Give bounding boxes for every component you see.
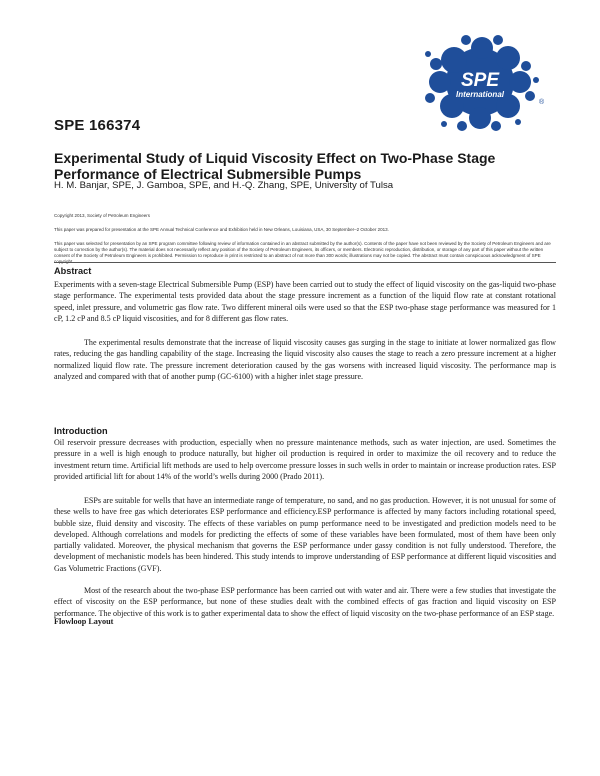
logo-text-spe: SPE (460, 70, 500, 91)
copyright-notice: Copyright 2013, Society of Petroleum Engineers (54, 213, 151, 218)
paper-id: SPE 166374 (54, 117, 141, 134)
presentation-notice: This paper was prepared for presentation at the SPE Annual Technical Conference and Exhibition held in New Orleans, Louisiana, USA, 30 September–2 October 2013. (54, 227, 389, 232)
abstract-heading: Abstract (54, 266, 92, 276)
authors-line: H. M. Banjar, SPE, J. Gamboa, SPE, and H.-Q. Zhang, SPE, University of Tulsa (54, 180, 394, 191)
flowloop-heading: Flowloop Layout (54, 617, 114, 626)
introduction-heading: Introduction (54, 426, 108, 436)
paper-title: Experimental Study of Liquid Viscosity Effect on Two-Phase Stage Performance of Electrical Submersible Pumps (54, 150, 496, 182)
abstract-paragraph-1: Experiments with a seven-stage Electrical Submersible Pump (ESP) have been carried out to study the effect of liquid viscosity on the gas-liquid two-phase stage performance. The experimental tests provided data about the stage pressure increment as a function of the liquid flow rate at constant rotational speed, inlet pressure, and volumetric gas flow rate. Two different mineral oils were used so that the ESP two-phase stage performance was measured for 1 cP, 1.2 cP and 8.5 cP liquid viscosities, and for 8 different gas flow rates. (54, 280, 556, 323)
divider (54, 262, 556, 263)
logo-registered-mark: ® (539, 99, 545, 106)
abstract-paragraph-2: The experimental results demonstrate that the increase of liquid viscosity causes gas surging in the stage to initiate at lower normalized gas flow rates, reducing the gas handling capability of the stage. Increasing the liquid viscosity also causes the stage to reach a zero pressure increment at a higher normalized liquid flow rate. The pressure increment deterioration caused by the gas worsens with increased liquid viscosity. The performance map is analyzed and compared with that of another pump (GC-6100) with a higher inlet stage pressure. (54, 338, 556, 381)
logo-text-international: International (455, 90, 505, 99)
introduction-paragraph-2: ESPs are suitable for wells that have an intermediate range of temperature, no sand, and no gas production. However, it is not unusual for some of these wells to have free gas which deteriorates ESP performance and efficiency.ESP performance is affected by many factors including rotational speed, bubble size, fluid density and viscosity. The effects of these variables on pump performance need to be investigated and prediction models need to be developed. Although correlations and models for predicting the effects of some of these variables have been formulated, most of them have been only partially validated. Moreover, the physical mechanism that governs the ESP performance under gassy condition is not fully understood. Therefore, the development of mechanistic models has been hindered. This study intends to improve understanding of ESP performance at different liquid viscosities and Gas Volumetric Fractions (GVF). (54, 496, 556, 573)
disclaimer-notice: This paper was selected for presentation by an SPE program committee following review of information contained in an abstract submitted by the author(s). Contents of the paper have not been reviewed by the Society of Petroleum Engineers and are subject to correction by the author(s). The material does not necessarily reflect any position of the Society of Petroleum Engineers, its officers, or members. Electronic reproduction, distribution, or storage of any part of this paper without the written consent of the Society of Petroleum Engineers is prohibited. Permission to reproduce in print is restricted to an abstract of not more than 300 words; illustrations may not be copied. The abstract must contain conspicuous acknowledgment of SPE (54, 241, 551, 258)
introduction-paragraph-1: Oil reservoir pressure decreases with production, especially when no pressure maintenance methods, such as water injection, are used. Sometimes the pressure in a well is high enough to produce naturally, but higher oil production is required in order to maximize the oil recovery and to reduce the investment return time. Artificial lift methods are used to help overcome pressure losses in such wells in order to maintain or increase production rates. ESP provided artificial lift for about 14% of the world’s wells during 2000 (Prado 2011). (54, 438, 556, 481)
introduction-paragraph-3: Most of the research about the two-phase ESP performance has been carried out with water and air. There were a few studies that investigate the effect of viscosity on the ESP performance, but none of these studies dealt with the combined effects of gas fraction and liquid viscosity on ESP performance. The objective of this work is to gather experimental data to show the effect of liquid viscosity on the two-phase performance of an ESP stage. (54, 586, 556, 618)
spe-logo (408, 34, 554, 139)
